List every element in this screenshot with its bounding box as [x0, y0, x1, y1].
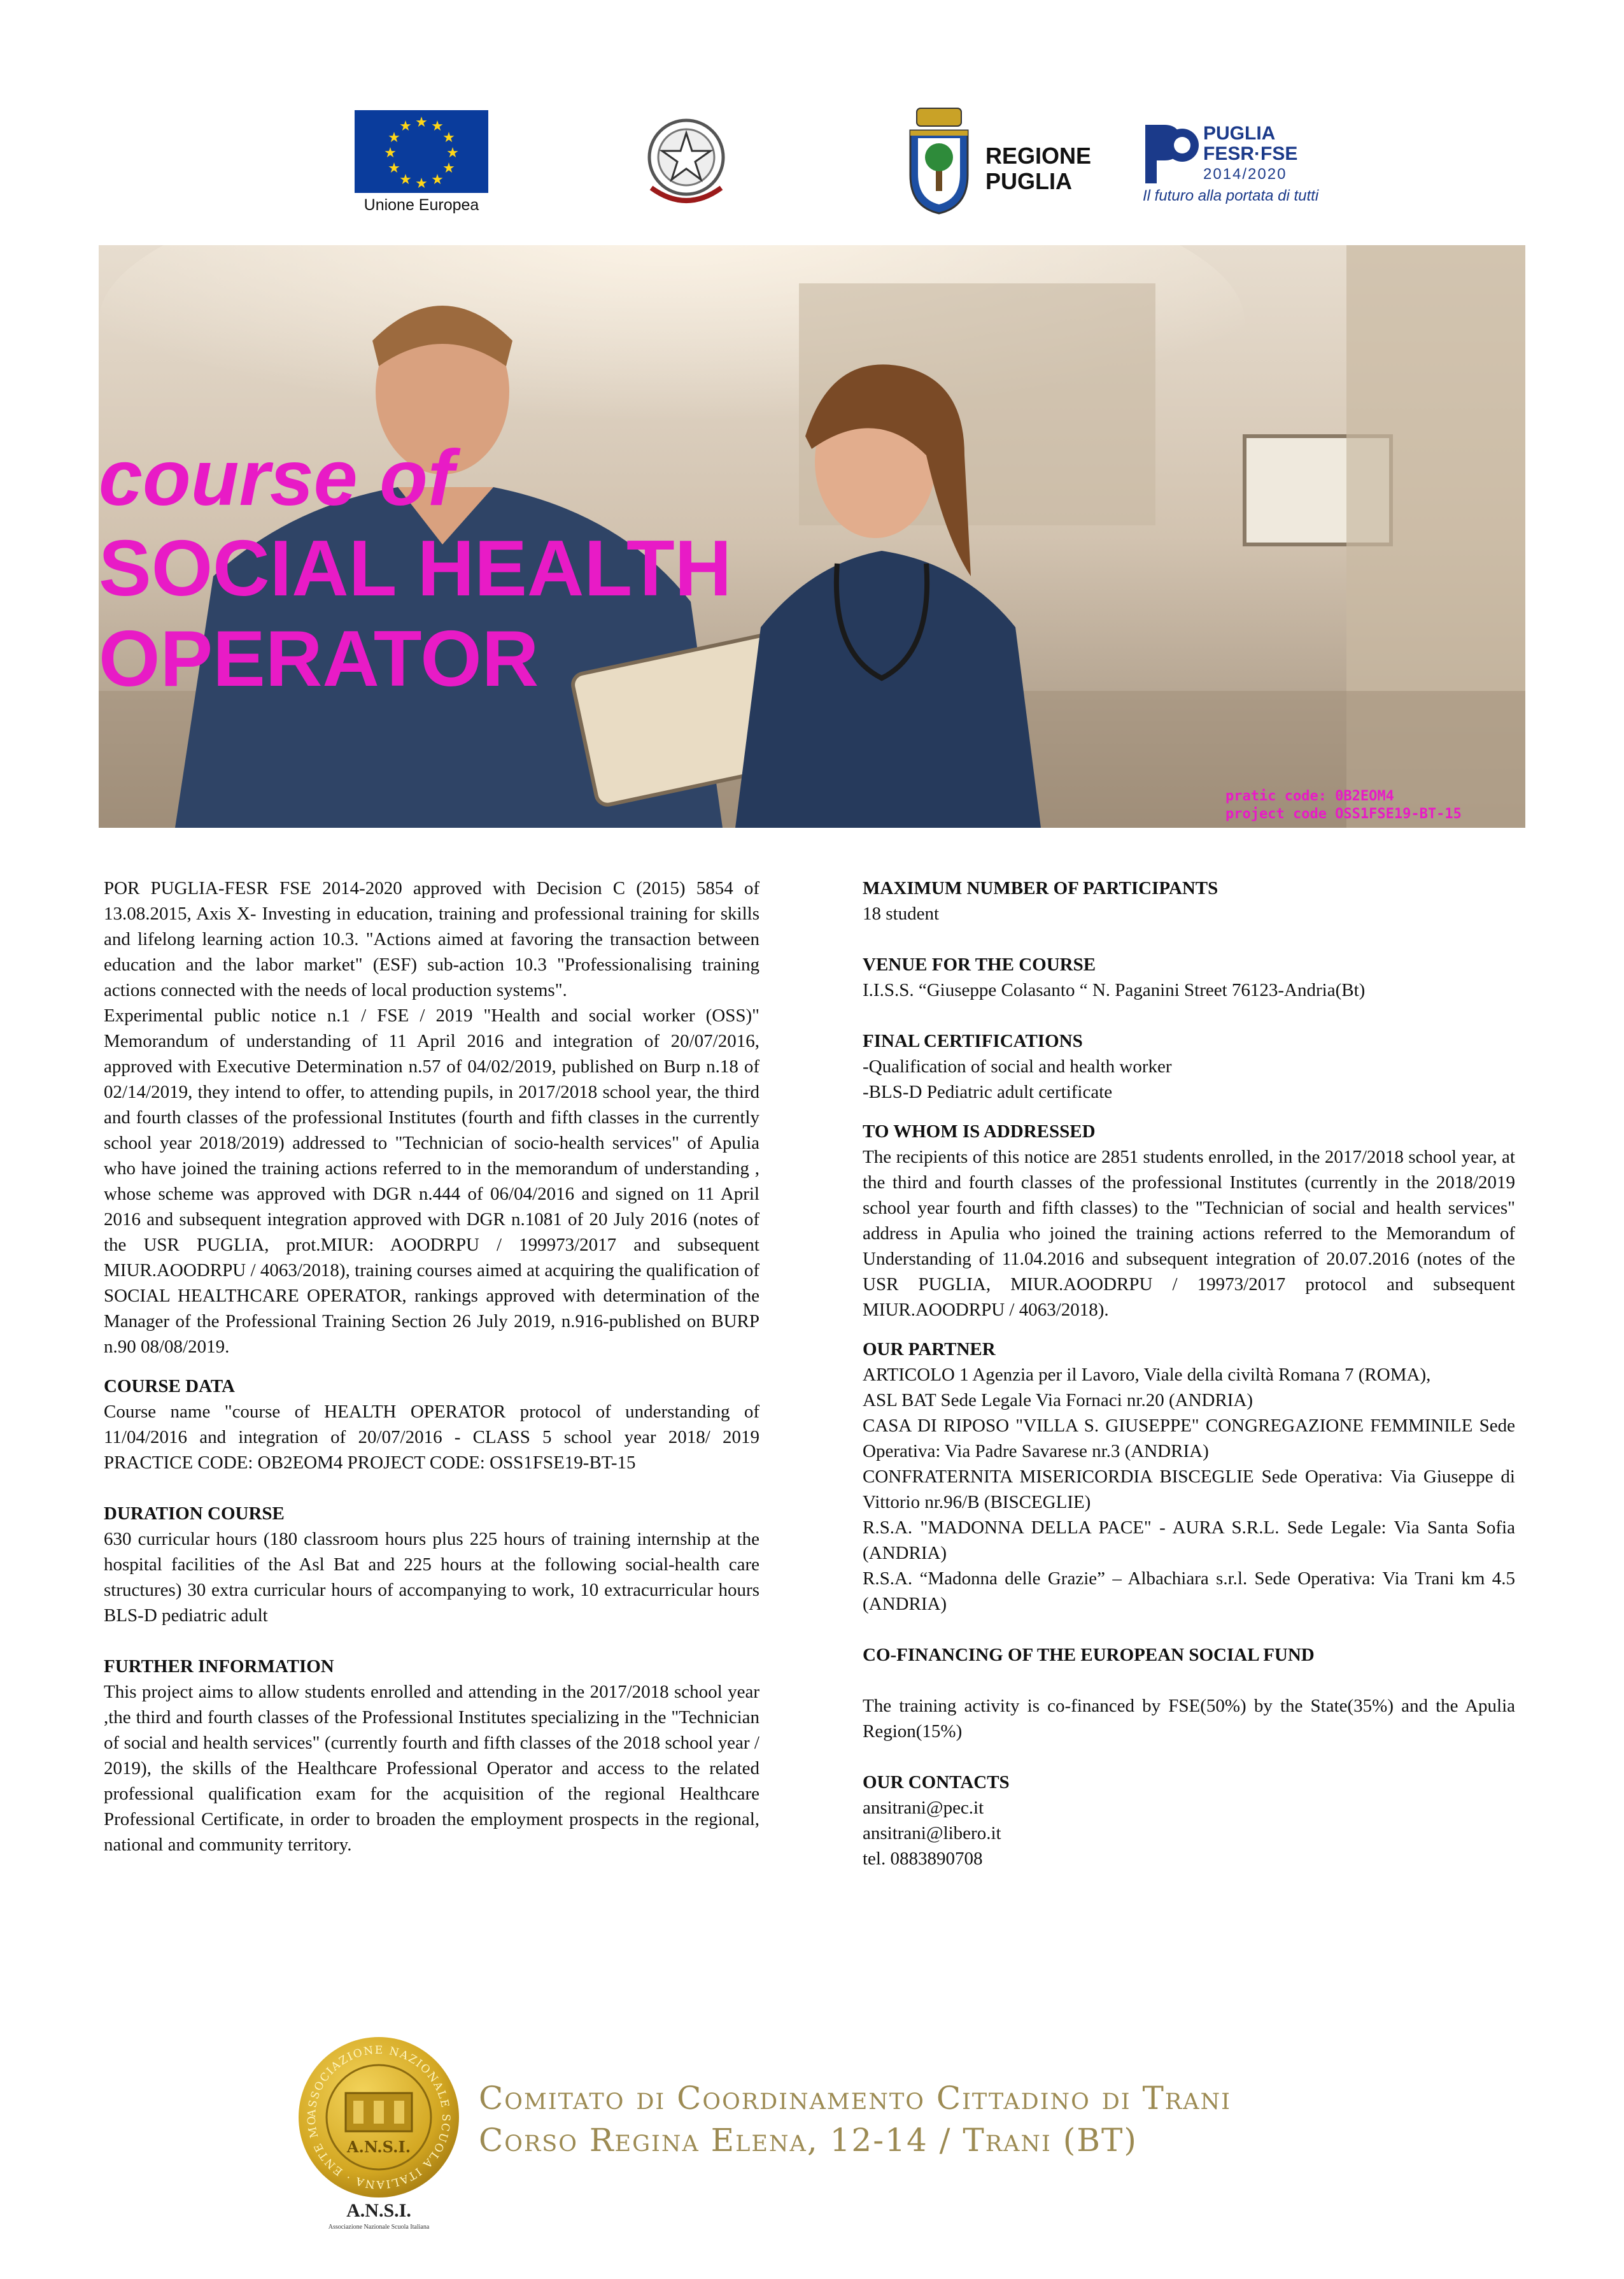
cofinancing-heading: CO-FINANCING OF THE EUROPEAN SOCIAL FUND: [863, 1645, 1315, 1665]
pf-years: 2014/2020: [1203, 166, 1287, 183]
svg-text:★: ★: [415, 175, 428, 191]
svg-text:★: ★: [399, 171, 412, 187]
contact-phone[interactable]: tel. 0883890708: [863, 1849, 983, 1869]
ansi-seal-icon: [296, 2034, 462, 2200]
logo-bar: [0, 105, 1624, 226]
eu-flag-icon: [355, 110, 488, 193]
svg-text:★: ★: [446, 145, 459, 160]
duration-heading: DURATION COURSE: [104, 1503, 285, 1524]
footer-line2: Corso Regina Elena, 12-14 / Trani (BT): [479, 2122, 1138, 2159]
pf-tagline: Il futuro alla portata di tutti: [1143, 187, 1319, 204]
svg-text:★: ★: [431, 171, 444, 187]
regione-puglia-logo: [904, 105, 1108, 217]
pratic-code: pratic code: 0B2EOM4: [1225, 788, 1394, 804]
hero-photo: [99, 245, 1525, 828]
further-info-heading: FURTHER INFORMATION: [104, 1656, 334, 1677]
regione-puglia-text: [985, 143, 1091, 194]
addressed-text: The recipients of this notice are 2851 students enrolled, in the 2017/2018 school year, at the third and fourth classes of the professional Institutes (currently in the 2018/2019 school year fourth and fifth classes) to the "Technician of social and health services" address in Apulia who joined the training actions referred to the Memorandum of Understanding of 11.04.2016 and subsequent integration of 20.07.2016 (notes of the USR PUGLIA, MIUR.AOODRPU / 19973/2017 protocol and subsequent MIUR.AOODRPU / 4063/2018).: [863, 1147, 1515, 1320]
hero-title-line1: course of: [99, 434, 455, 522]
regione-line2: PUGLIA: [985, 168, 1073, 194]
ansi-subtitle: Associazione Nazionale Scuola Italiana: [328, 2224, 430, 2231]
addressed-heading: TO WHOM IS ADDRESSED: [863, 1121, 1096, 1142]
contact-email-pec[interactable]: ansitrani@pec.it: [863, 1798, 984, 1818]
contact-email[interactable]: ansitrani@libero.it: [863, 1823, 1001, 1843]
venue-heading: VENUE FOR THE COURSE: [863, 955, 1096, 975]
course-data-heading: COURSE DATA: [104, 1376, 235, 1396]
contacts-heading: OUR CONTACTS: [863, 1772, 1010, 1793]
svg-text:★: ★: [388, 160, 400, 176]
svg-text:★: ★: [442, 129, 455, 145]
pf-line1: PUGLIA: [1203, 123, 1276, 144]
certifications-heading: FINAL CERTIFICATIONS: [863, 1031, 1083, 1051]
duration-text: 630 curricular hours (180 classroom hours plus 225 hours of training internship at the hospital facilities of the Asl Bat and 225 hours at the following social-health care structures) 30 extra curricular hours of accompanying to work, 10 extracurricular hours BLS-D pediatric adult: [104, 1529, 759, 1626]
puglia-fesr-p-icon: [1143, 121, 1200, 185]
svg-text:★: ★: [415, 114, 428, 130]
partner-item: R.S.A. “Madonna delle Grazie” – Albachiara s.r.l. Sede Operativa: Via Trani km 4.5 (ANDRIA): [863, 1568, 1515, 1614]
cofinancing-text: The training activity is co-financed by FSE(50%) by the State(35%) and the Apulia Region(15%): [863, 1696, 1515, 1742]
svg-text:★: ★: [388, 129, 400, 145]
right-column: [863, 876, 1515, 1871]
hero-title: [99, 433, 731, 704]
puglia-fesr-fse-logo: [1143, 121, 1353, 210]
italy-emblem-icon: [639, 111, 734, 213]
further-info-text: This project aims to allow students enrolled and attending in the 2017/2018 school year ,the third and fourth classes of the Professional Institutes specializing in the "Technician of social and health services" (currently fourth and fifth classes of the 2018 school year / 2019), the skills of the Healthcare Professional Operator and access to the related professional qualification exam for the acquisition of the regional Healthcare Professional Certificate, in order to broaden the employment prospects in the regional, national and community territory.: [104, 1682, 759, 1855]
partner-item: CONFRATERNITA MISERICORDIA BISCEGLIE Sede Operativa: Via Giuseppe di Vittorio nr.96/B (BISCEGLIE): [863, 1466, 1515, 1512]
footer-line1: Comitato di Coordinamento Cittadino di Trani: [479, 2080, 1231, 2117]
partner-item: ARTICOLO 1 Agenzia per il Lavoro, Viale della civiltà Romana 7 (ROMA),: [863, 1365, 1431, 1385]
certification-item: -BLS-D Pediatric adult certificate: [863, 1082, 1113, 1102]
hero-codes: [1225, 788, 1462, 823]
eu-label: Unione Europea: [364, 196, 479, 214]
footer-address: [479, 2077, 1231, 2161]
pf-line2: FESR·FSE: [1203, 143, 1298, 164]
course-data-text: Course name "course of HEALTH OPERATOR protocol of understanding of 11/04/2016 and integration of 20/07/2016 - CLASS 5 school year 2018/ 2019 PRACTICE CODE: OB2EOM4 PROJECT CODE: OSS1FSE19-BT-15: [104, 1402, 759, 1473]
notice-paragraph: Experimental public notice n.1 / FSE / 2019 "Health and social worker (OSS)" Memorandum of understanding of 11 April 2016 and integration of 20/07/2016, approved with Executive Determination n.57 of 04/02/2019, published on Burp n.18 of 02/14/2019, they intend to offer, to attending pupils, in 2017/2018 school year, the third and fourth classes of the professional Institutes (fourth and fifth classes in the currently school year 2018/2019) addressed to "Technician of socio-health services" of Apulia who have joined the training actions referred to in the memorandum of understanding , whose scheme was approved with DGR n.444 of 06/04/2016 and signed on 11 April 2016 and subsequent integration approved with DGR n.1081 of 20 July 2016 (notes of the USR PUGLIA, prot.MIUR: AOODRPU / 199973/2017 and subsequent MIUR.AOODRPU / 4063/2018), training courses aimed at acquiring the qualification of SOCIAL HEALTHCARE OPERATOR, rankings approved with determination of the Manager of the Professional Training Section 26 July 2019, n.916-published on BURP n.90 08/08/2019.: [104, 1005, 759, 1357]
ansi-name: A.N.S.I.: [346, 2200, 411, 2221]
hero-title-line2: SOCIAL HEALTH: [99, 525, 732, 613]
max-participants-heading: MAXIMUM NUMBER OF PARTICIPANTS: [863, 878, 1218, 898]
project-code: project code OSS1FSE19-BT-15: [1225, 806, 1462, 822]
partner-heading: OUR PARTNER: [863, 1339, 996, 1360]
svg-text:★: ★: [384, 145, 397, 160]
certification-item: -Qualification of social and health worker: [863, 1056, 1172, 1077]
partner-item: CASA DI RIPOSO "VILLA S. GIUSEPPE" CONGREGAZIONE FEMMINILE Sede Operativa: Via Padre Savarese nr.3 (ANDRIA): [863, 1416, 1515, 1461]
venue-text: I.I.S.S. “Giuseppe Colasanto “ N. Paganini Street 76123-Andria(Bt): [863, 980, 1366, 1000]
left-column: [104, 876, 759, 1857]
svg-text:★: ★: [442, 160, 455, 176]
partner-item: R.S.A. "MADONNA DELLA PACE" - AURA S.R.L. Sede Legale: Via Santa Sofia (ANDRIA): [863, 1517, 1515, 1563]
svg-text:★: ★: [399, 118, 412, 134]
hero-title-line3: OPERATOR: [99, 615, 539, 703]
eu-logo: [355, 110, 488, 218]
partner-item: ASL BAT Sede Legale Via Fornaci nr.20 (ANDRIA): [863, 1390, 1253, 1410]
max-participants-text: 18 student: [863, 904, 940, 924]
intro-paragraph: POR PUGLIA-FESR FSE 2014-2020 approved with Decision C (2015) 5854 of 13.08.2015, Axis X- Investing in education, training and professional training for skills and lifelong learning action 10.3. "Actions aimed at favoring the transaction between education and the labor market" (ESF) sub-action 10.3 "Professionalising training actions connected with the needs of local production systems".: [104, 878, 759, 1000]
svg-text:★: ★: [431, 118, 444, 134]
puglia-crest-icon: [904, 105, 974, 217]
seal-ansi-name: A.N.S.I.: [346, 2138, 411, 2156]
regione-line1: REGIONE: [985, 143, 1092, 169]
seal-ring-text: ASSOCIAZIONE NAZIONALE SCUOLA ITALIANA · ENTE MO: [305, 2043, 453, 2191]
